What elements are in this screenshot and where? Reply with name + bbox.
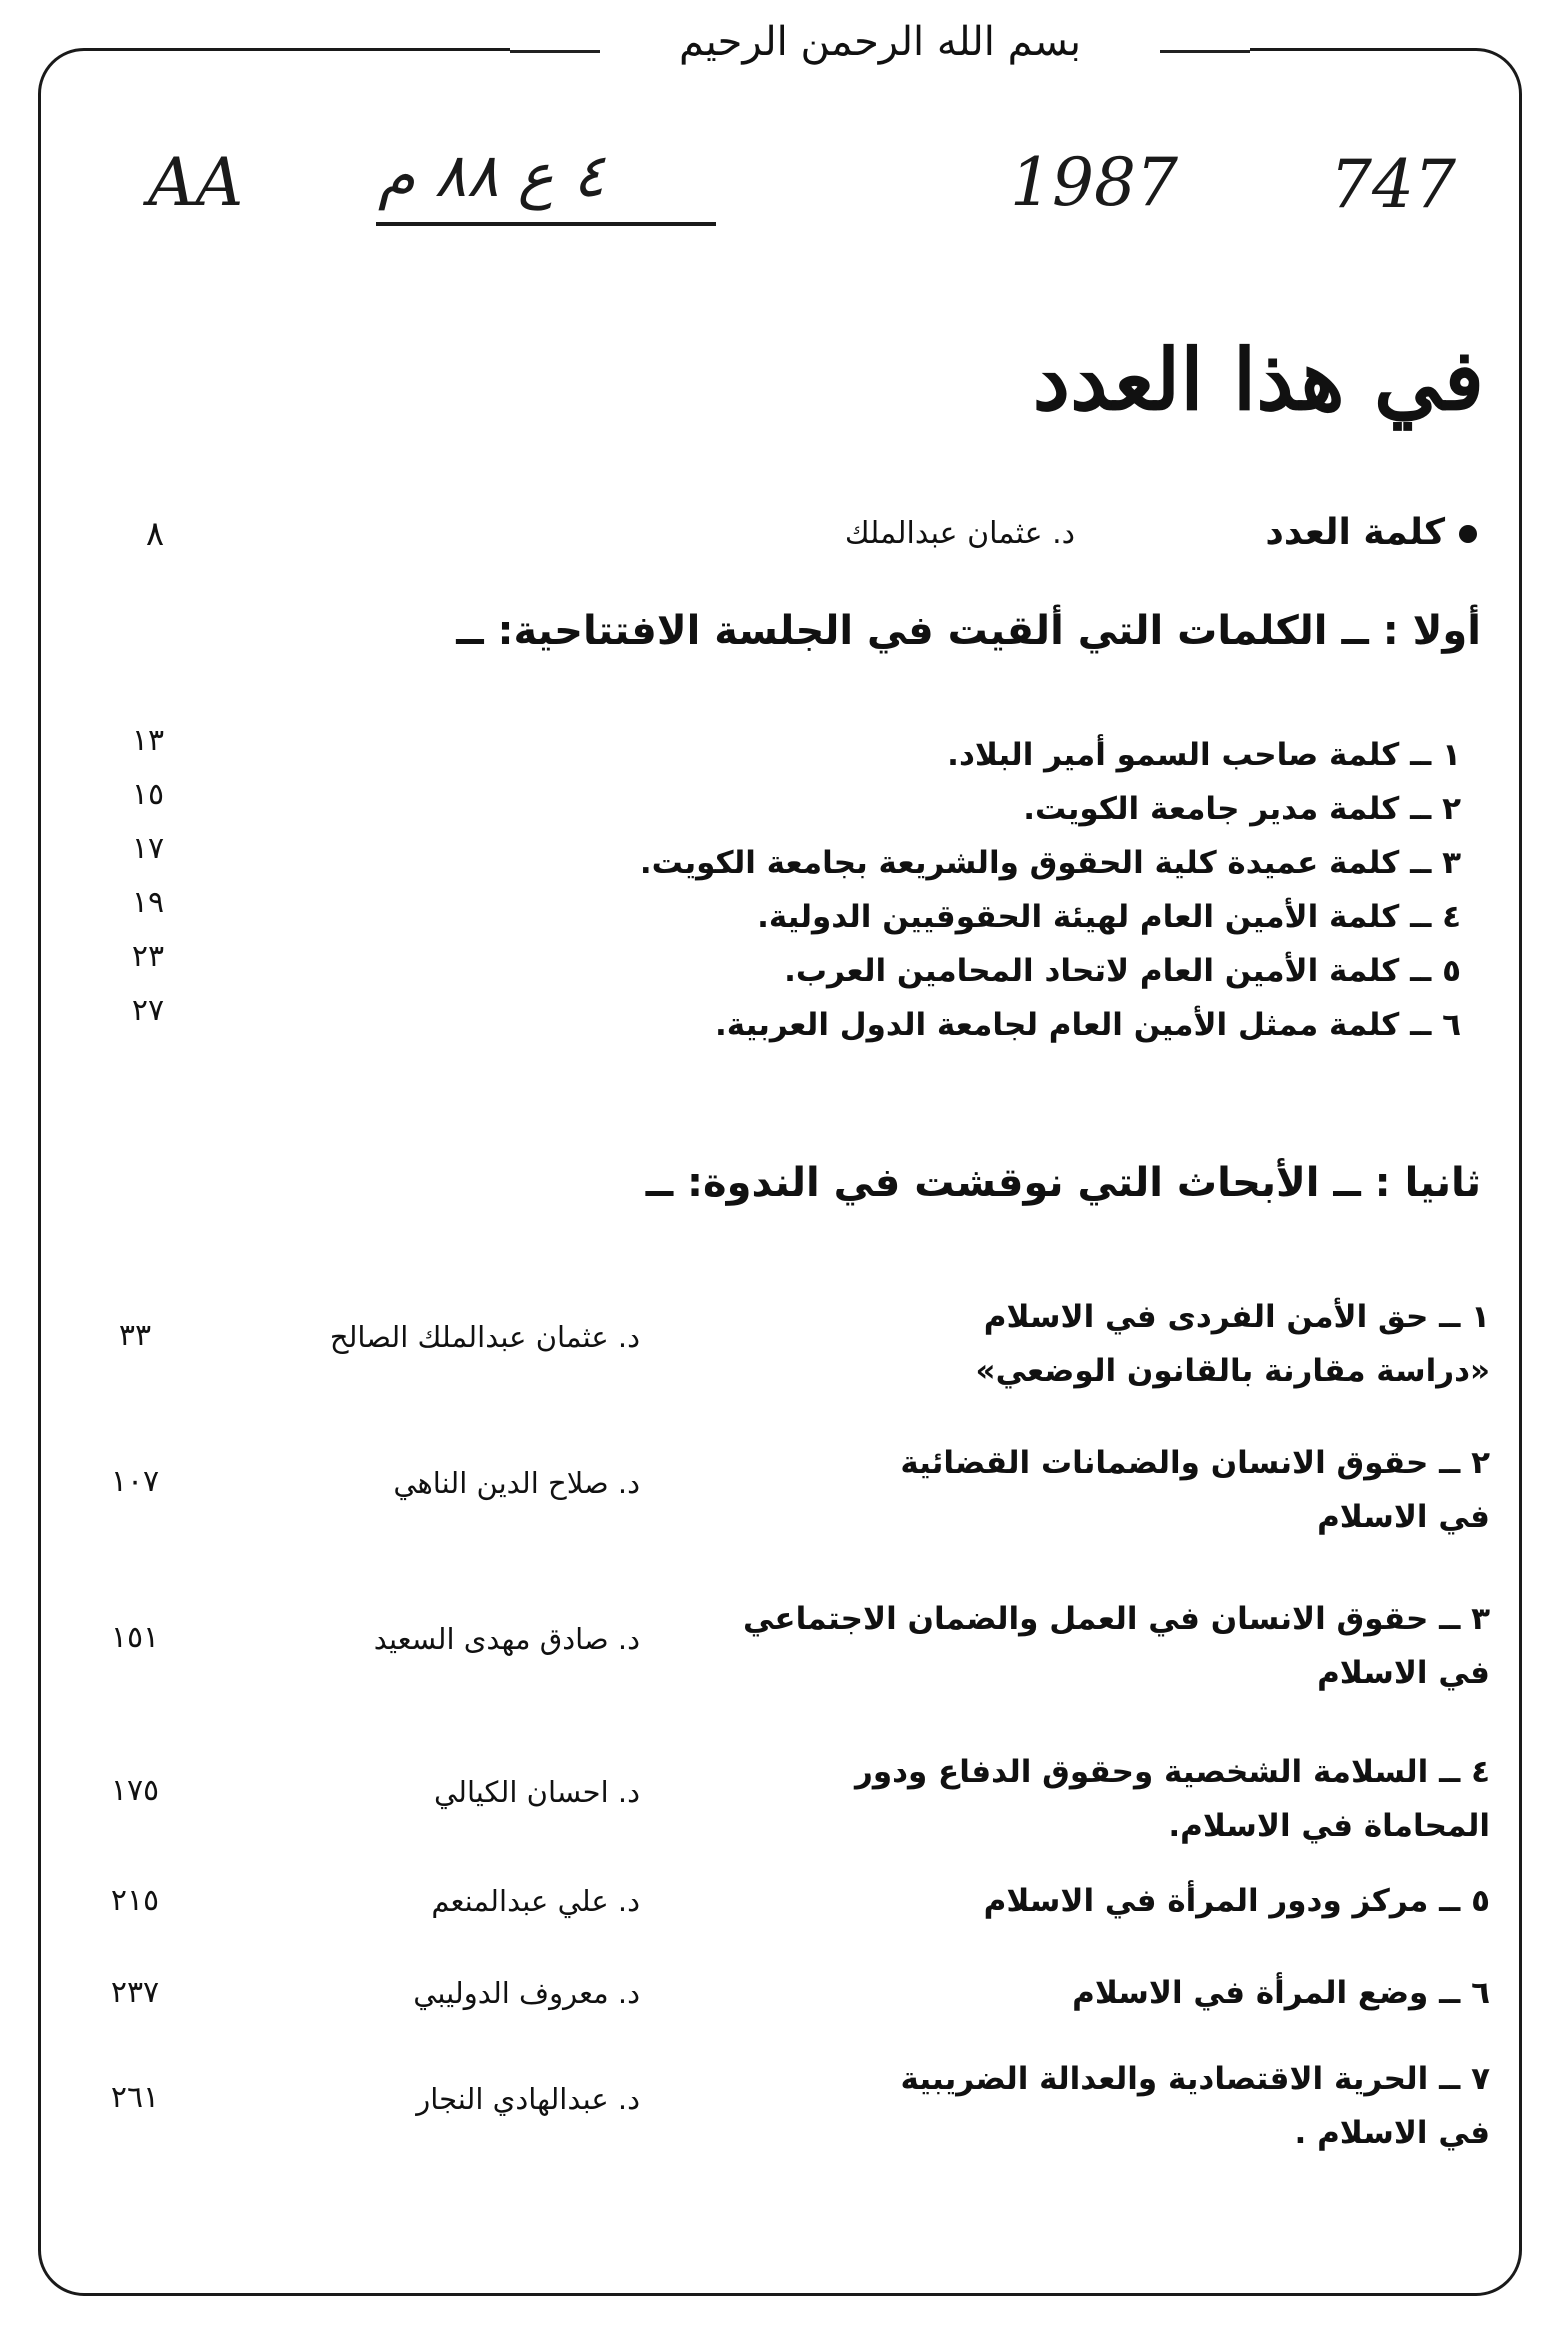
handwritten-year: 1987 xyxy=(1010,144,1178,221)
paper-author: د. معروف الدوليبي xyxy=(413,1976,640,2010)
paper-title-line: ٥ ــ مركز ودور المرأة في الاسلام xyxy=(983,1883,1490,1919)
editorial-page-number: ٨ xyxy=(145,514,165,554)
paper-entry xyxy=(90,1745,1490,1855)
paper-entry xyxy=(90,1290,1490,1400)
paper-title xyxy=(710,1874,1490,1928)
list-item: ٦ ــ كلمة ممثل الأمين العام لجامعة الدول العربية. xyxy=(715,1007,1461,1043)
speech-list xyxy=(561,728,1461,1052)
speech-page-numbers xyxy=(108,714,188,1038)
paper-page-number: ٢١٥ xyxy=(110,1883,160,1918)
handwritten-number: 747 xyxy=(1330,146,1456,223)
handwritten-volume: ٤ ع ٨٨ م xyxy=(378,141,605,211)
handwritten-underline xyxy=(376,222,716,226)
paper-title-line: ٦ ــ وضع المرأة في الاسلام xyxy=(1072,1975,1490,2011)
paper-title xyxy=(710,1966,1490,2020)
paper-author: د. علي عبدالمنعم xyxy=(431,1884,640,1918)
paper-author: د. عبدالهادي النجار xyxy=(416,2082,640,2116)
paper-page-number: ١٥١ xyxy=(110,1620,160,1655)
section-heading-papers: ثانيا : ــ الأبحاث التي نوقشت في الندوة: ــ xyxy=(645,1160,1481,1206)
list-item: ٤ ــ كلمة الأمين العام لهيئة الحقوقيين الدولية. xyxy=(757,899,1461,935)
paper-title-line: في الاسلام . xyxy=(1294,2115,1490,2151)
list-item: ٣ ــ كلمة عميدة كلية الحقوق والشريعة بجامعة الكويت. xyxy=(639,845,1461,881)
list-item: ١ ــ كلمة صاحب السمو أمير البلاد. xyxy=(947,737,1461,773)
paper-title-line: في الاسلام xyxy=(1317,1499,1490,1535)
paper-page-number: ٣٣ xyxy=(118,1318,152,1353)
list-item: ٥ ــ كلمة الأمين العام لاتحاد المحامين العرب. xyxy=(784,953,1461,989)
section-heading-opening-speeches: أولا : ــ الكلمات التي ألقيت في الجلسة الافتتاحية: ــ xyxy=(456,608,1481,654)
paper-entry xyxy=(90,2052,1490,2162)
paper-author: د. احسان الكيالي xyxy=(433,1775,640,1809)
paper-title-line: ٣ ــ حقوق الانسان في العمل والضمان الاجتماعي xyxy=(743,1601,1490,1637)
handwritten-code: AA xyxy=(148,144,244,221)
paper-title-line: «دراسة مقارنة بالقانون الوضعي» xyxy=(975,1353,1490,1389)
editorial-label: كلمة العدد xyxy=(1265,512,1445,553)
page-number: ١٣ xyxy=(131,723,165,758)
page-number: ١٧ xyxy=(131,831,165,866)
page-title: في هذا العدد xyxy=(1032,330,1484,429)
paper-title xyxy=(710,1592,1490,1700)
paper-author: د. صادق مهدى السعيد xyxy=(373,1622,640,1656)
editorial-author: د. عثمان عبدالملك xyxy=(844,516,1075,551)
paper-page-number: ٢٦١ xyxy=(110,2080,160,2115)
paper-page-number: ٢٣٧ xyxy=(110,1975,160,2010)
page-number: ١٩ xyxy=(131,885,165,920)
paper-entry xyxy=(90,1592,1490,1702)
paper-title-line: المحاماة في الاسلام. xyxy=(1168,1808,1490,1844)
paper-title-line: ٤ ــ السلامة الشخصية وحقوق الدفاع ودور xyxy=(854,1754,1490,1790)
paper-title-line: في الاسلام xyxy=(1317,1655,1490,1691)
paper-page-number: ١٠٧ xyxy=(110,1464,160,1499)
list-item: ٢ ــ كلمة مدير جامعة الكويت. xyxy=(1023,791,1461,827)
page-number: ٢٧ xyxy=(131,993,165,1028)
page-number: ٢٣ xyxy=(131,939,165,974)
editorial-entry xyxy=(1265,512,1477,553)
paper-title xyxy=(710,1436,1490,1544)
paper-title xyxy=(710,2052,1490,2160)
paper-title-line: ٢ ــ حقوق الانسان والضمانات القضائية xyxy=(900,1445,1490,1481)
paper-title xyxy=(710,1290,1490,1398)
page-number: ١٥ xyxy=(131,777,165,812)
paper-page-number: ١٧٥ xyxy=(110,1773,160,1808)
bismillah-header: بسم الله الرحمن الرحيم xyxy=(510,6,1250,78)
paper-entry xyxy=(90,1436,1490,1546)
paper-author: د. صلاح الدين الناهي xyxy=(393,1466,640,1500)
paper-title xyxy=(710,1745,1490,1853)
paper-author: د. عثمان عبدالملك الصالح xyxy=(329,1320,640,1354)
bullet-icon xyxy=(1459,525,1477,543)
paper-title-line: ١ ــ حق الأمن الفردى في الاسلام xyxy=(983,1299,1490,1335)
paper-title-line: ٧ ــ الحرية الاقتصادية والعدالة الضريبية xyxy=(900,2061,1490,2097)
